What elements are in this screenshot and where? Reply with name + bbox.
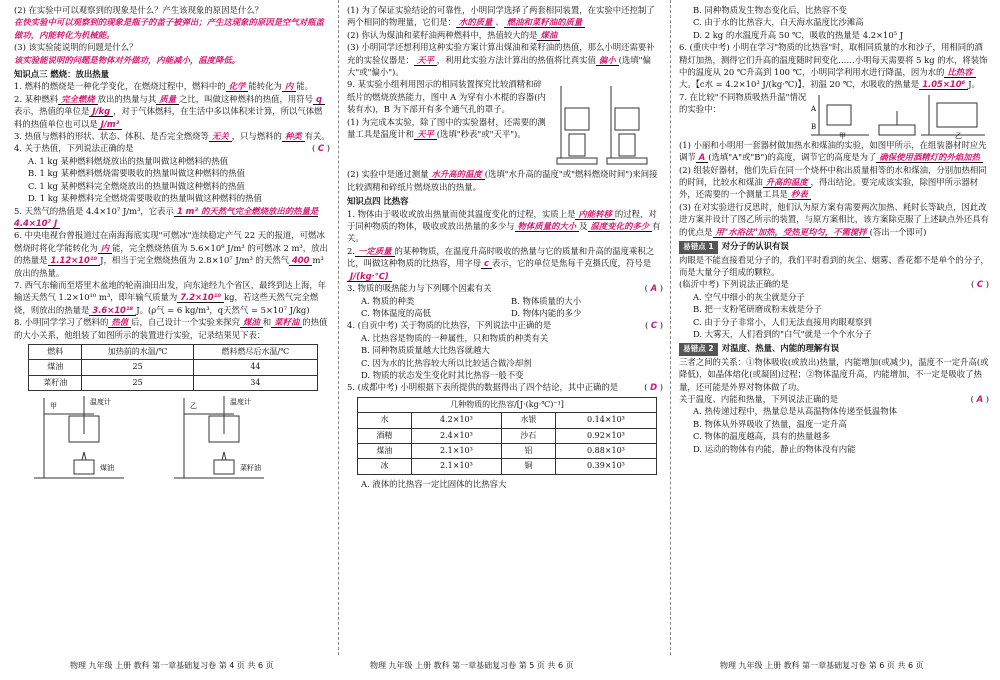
page-footer: 物理 九年级 上册 教科 第一章基础复习卷 第 5 页 共 6 页 bbox=[370, 661, 574, 670]
question-7: 7. 西气东输而至塔里木盆地的轮南油田出发，向东途经九个省区，最终到达上海，年输送天然气 1.2×10¹⁰ m³，即年输气质量为 7.2×10¹⁰ kg，若这些天然气完全燃烧，则放出的热量是 3.6×10¹⁸ J。(ρ气 = 6 kg/m³，q天然气 = 5×10⁷ J/kg) bbox=[14, 279, 327, 315]
option: D. 1 kg 某种燃料完全燃烧需要吸收的热量叫做这种燃料的热值 bbox=[28, 193, 262, 204]
option: D. 大雾天，人们看到的"白气"就是一个个水分子 bbox=[693, 328, 872, 339]
specific-heat-table bbox=[357, 397, 657, 475]
tip-question: 关于温度、内能和热量，下列说法正确的是 ( A ) bbox=[679, 393, 989, 404]
column-left bbox=[14, 4, 330, 480]
column-divider bbox=[670, 0, 671, 655]
column-divider bbox=[338, 0, 339, 655]
option-row: C. 物体温度的高低 D. 物体内能的多少 bbox=[361, 307, 582, 318]
figure-label: 乙 bbox=[190, 402, 197, 411]
table-header: 加热前的水温/℃ bbox=[82, 344, 193, 359]
question-2: 2. 一定质量 的某种物质，在温度升高时吸收的热量与它的质量和升高的温度乘积之比，叫做这种物质的比热容，用字母 c 表示，它的单位是焦每千克摄氏度，符号是J/(kg·℃) bbox=[347, 245, 655, 281]
option: A. 比热容是物质的一种属性，只和物质的种类有关 bbox=[361, 332, 549, 343]
apparatus-drawing bbox=[14, 394, 314, 480]
table-row: 水 4.2×10³ 水银 0.14×10³ bbox=[358, 413, 657, 428]
figure-label: 温度计 bbox=[230, 398, 251, 407]
option: B. 物体从外界吸收了热量，温度一定升高 bbox=[693, 418, 847, 429]
column-right bbox=[679, 4, 989, 455]
option: D. 运动的物体有内能，静止的物体没有内能 bbox=[693, 443, 856, 454]
option: A. 液体的比热容一定比固体的比热容大 bbox=[361, 478, 507, 489]
tip-question: (临沂中考) 下列说法正确的是 ( C ) bbox=[679, 279, 989, 290]
apparatus-figure bbox=[14, 394, 330, 480]
option: A. 1 kg 某种燃料燃烧放出的热量叫做这种燃料的热值 bbox=[28, 155, 228, 166]
option: B. 把一支粉笔研磨成粉末就是分子 bbox=[693, 304, 822, 315]
table-header: 燃料 bbox=[29, 344, 82, 359]
figure-label: 乙 bbox=[955, 131, 962, 139]
page-footer: 物理 九年级 上册 教科 第一章基础复习卷 第 6 页 共 6 页 bbox=[720, 661, 924, 670]
question-6: 6. (重庆中考) 小明在学习"物质的比热容"时，取相同质量的水和沙子，用相同的酒精灯加热，测得它们升高的温度随时间变化……小明每天需要将 5 kg 的水，将装饰中的温度从 20 ℃升高到 100 ℃，小明同学利用水进行降温，因为水的 比热容大。【c水 = 4.2×10³ J/(kg·℃)】，初温 20 ℃，水吸收的热量是 1.05×10⁶ J。 bbox=[679, 42, 988, 90]
fuel-table bbox=[28, 344, 318, 391]
heating-figure bbox=[809, 91, 989, 139]
option: B. 同种物质质量越大比热容就越大 bbox=[361, 345, 490, 356]
question-7-block bbox=[679, 91, 989, 139]
option: C. 物体的温度越高，具有的热量越多 bbox=[693, 431, 831, 442]
question-text: (3) 该实验能说明的问题是什么？ bbox=[14, 42, 138, 53]
page-footer: 物理 九年级 上册 教科 第一章基础复习卷 第 4 页 共 6 页 bbox=[70, 661, 274, 670]
option: A. 热传递过程中，热量总是从高温物体传递至低温物体 bbox=[693, 406, 897, 417]
table-row: 菜籽油 25 34 bbox=[29, 375, 318, 390]
option: C. 由于水的比热容大，白天海水温度比沙滩高 bbox=[693, 17, 864, 28]
figure-label: 甲 bbox=[839, 131, 846, 139]
option: A. 空气中细小的灰尘就是分子 bbox=[693, 291, 805, 302]
figure-label: 煤油 bbox=[100, 464, 114, 473]
figure-label: B bbox=[811, 122, 817, 131]
question-5: 5. (成都中考) 小明根据下表所提供的数据得出了四个结论，其中正确的是 ( D ) bbox=[347, 382, 663, 393]
option: D. 2 kg 的水温度升高 50 ℃，吸收的热量是 4.2×10⁵ J bbox=[693, 29, 904, 40]
question-6: 6. 中央电视台曾报道过在南海海底实现"可燃冰"连续稳定产气 22 天的报道，可燃冰燃烧时将化学能转化为 内 能，完全燃烧热值为 5.6×10⁹ J/m³ 的可燃冰 2 m³，放出的热量是 1.12×10¹⁰ J，相当于完全燃烧热值为 2.8×10⁷ J/m³ 的天然气 400 m³ 放出的热量。 bbox=[14, 230, 328, 278]
question-2: 2. 某种燃料 完全燃烧 放出的热量与其 质量 之比，叫做这种燃料的热值，用符号 q表示，热值的单位是 J/kg ，对于气体燃料，在生活中多以体积来计算，所以气体燃料的热值单位也可以是 J/m³ bbox=[14, 93, 330, 130]
table-row: 酒精 2.4×10³ 沙石 0.92×10³ bbox=[358, 428, 657, 443]
question-text: (3) 在对实验进行反思时，他们认为原方案有需要两次加热、耗时长等缺点，因此改进方案并设计了图乙所示的装置，与原方案相比，该方案除克服了上述缺点外还具有的优点是 用"水浴法"加热，受热更均匀，不需搅拌 (答出一个即可) bbox=[679, 201, 989, 237]
answer-text: 该实验能说明的问题是物体对外做功，内能减小，温度降低。 bbox=[14, 54, 241, 65]
tip-body: 肉眼是不能直接看见分子的，我们平时看到的灰尘、烟雾、香花都不是单个的分子，而是大量分子组成的颗粒。 bbox=[679, 254, 989, 277]
question-5: 5. 天然气的热值是 4.4×10⁷ J/m³，它表示 1 m³ 的天然气完全燃烧放出的热量是 4.4×10⁷ J bbox=[14, 205, 319, 228]
table-row: 煤油 2.1×10³ 铝 0.88×10³ bbox=[358, 443, 657, 458]
tip-tag: 易错点 1 bbox=[679, 241, 718, 253]
tip-heading: 易错点 1 对分子的认识有误 bbox=[679, 240, 989, 253]
figure-label: 甲 bbox=[50, 402, 57, 411]
question-text: (2) 在实验中可以观察到的现象是什么？产生该现象的原因是什么？ bbox=[14, 5, 264, 15]
question-1: 1. 燃料的燃烧是一种化学变化，在燃烧过程中，燃料中的 化学 能转化为 内 能。 bbox=[14, 81, 314, 92]
question-8: 8. 小明同学学习了燃料的 热值 后，自己设计一个实验来探究 煤油 和 菜籽油 的热值的大小关系，他组装了如图所示的装置进行实验，记录结果见下表： bbox=[14, 317, 328, 340]
question-text: (1) 小丽和小明用一套器材做加热水和煤油的实验，如图甲所示，在组装器材时应先调节 A (选填"A"或"B")的高度，调节它的高度是为了 确保使用酒精灯的外焰加热 bbox=[679, 139, 987, 163]
tip-tag: 易错点 2 bbox=[679, 343, 718, 355]
question-3: 3. 热值与燃料的形状、状态、体积、是否完全燃烧等 无关 ，只与燃料的 种类 有关。 bbox=[14, 131, 330, 142]
answer-text: 在快实验中可以观察到的现象是瓶子的盖子被弹出；产生这现象的原因是空气对瓶盖做功，内能转化为机械能。 bbox=[14, 17, 324, 40]
section-heading: 知识点三 燃烧：放出热量 bbox=[14, 69, 110, 80]
tip-heading: 易错点 2 对温度、热量、内能的理解有误 bbox=[679, 342, 989, 355]
table-row: 冰 2.1×10³ 铜 0.39×10³ bbox=[358, 459, 657, 474]
section-heading: 知识点四 比热容 bbox=[347, 196, 409, 207]
question-9: 9. 某实验小组利用图示的相同装置探究比较酒精和碎纸片的燃烧放热能力，图中 A 为穿有小木棍的容器(内装有水)，B 为下部开有多个通气孔的罩子。 bbox=[347, 79, 546, 115]
question-4: 4. (自贡中考) 关于物质的比热容，下列说法中正确的是 ( C ) bbox=[347, 320, 663, 331]
question-text: (2) 你认为煤油和菜籽油两种燃料中，热值较大的是 煤油 bbox=[347, 29, 663, 41]
question-text: (2) 实验中是通过测量 水升高的温度 (选填"水升高的温度"或"燃料燃烧时间")来间接比较酒精和碎纸片燃烧放出的热量。 bbox=[347, 169, 658, 192]
tip-body: 三者之间的关系：①物体吸收(或放出)热量，内能增加(或减少)，温度不一定升高(或降低)，如晶体熔化(或凝固)过程；②物体温度升高，内能增加，不一定是吸收了热量，还可能是外界对物体做了功。 bbox=[679, 356, 989, 392]
burner-figure bbox=[547, 78, 657, 168]
question-text: (3) 小明同学还想利用这种实验方案计算出煤油和菜籽油的热值，那么小明还需要补充的实验仪器是： 天平 ，利用此实验方法计算出的热值将比真实值 偏小 (选填"偏大"或"偏小")。 bbox=[347, 42, 655, 78]
question-text: (1) 为了保证实验结论的可靠性，小明同学选择了两套相同装置，在实验中还控制了两个相同的物理量，它们是： 水的质量 、 燃油和菜籽油的质量 bbox=[347, 5, 655, 28]
table-header: 燃料燃尽后水温/℃ bbox=[193, 344, 317, 359]
figure-label: A bbox=[811, 104, 817, 113]
question-7: 7. 在比较"不同物质吸热升温"情况的实验中： bbox=[679, 91, 807, 115]
option-row: A. 物质的种类 B. 物体质量的大小 bbox=[361, 295, 582, 306]
question-4: 4. 关于热值，下列说法正确的是 ( C ) bbox=[14, 143, 330, 154]
option: C. 由于分子非常小，人们无法直接用肉眼观察到 bbox=[693, 316, 872, 327]
figure-label: 温度计 bbox=[90, 398, 111, 407]
question-3: 3. 物质的吸热能力与下列哪个因素有关 ( A ) bbox=[347, 283, 663, 294]
question-9-block bbox=[347, 78, 663, 168]
table-row: 煤油 25 44 bbox=[29, 360, 318, 375]
question-text: (2) 组装好器材，他们先后在同一个烧杯中称出质量相等的水和煤油，分别加热相同的时间，比较水和煤油 升高的温度 ，得出结论。要完成该实验，除图甲所示器材外，还需要的一个测量工具是 秒表 bbox=[679, 164, 987, 200]
question-1: 1. 物体由于吸收或放出热量而使其温度变化的过程，实质上是 内能转移 的过程，对于同种物质的物体，吸收或放出热量的多少与 物体质量的大小 及 温度变化的多少 有关。 bbox=[347, 208, 661, 244]
option: D. 物质的状态发生变化时其比热容一般不变 bbox=[361, 369, 524, 380]
table-title: 几种物质的比热容/[J·(kg·℃)⁻¹] bbox=[358, 397, 657, 412]
column-middle bbox=[347, 4, 663, 490]
figure-label: 菜籽油 bbox=[240, 464, 261, 473]
option: C. 因为水的比热容较大所以比较适合做冷却剂 bbox=[361, 357, 532, 368]
option: C. 1 kg 某种燃料完全燃烧放出的热量叫做这种燃料的热值 bbox=[28, 180, 245, 191]
question-text: (1) 为完成本实验，除了图中的实验器材，还需要的测量工具是温度计和 天平 (选填"秒表"或"天平")。 bbox=[347, 116, 546, 140]
option: B. 同种物质发生物态变化后，比热容不变 bbox=[693, 5, 847, 15]
option: B. 1 kg 某种燃料燃烧需要吸收的热量叫做这种燃料的热值 bbox=[28, 168, 245, 179]
